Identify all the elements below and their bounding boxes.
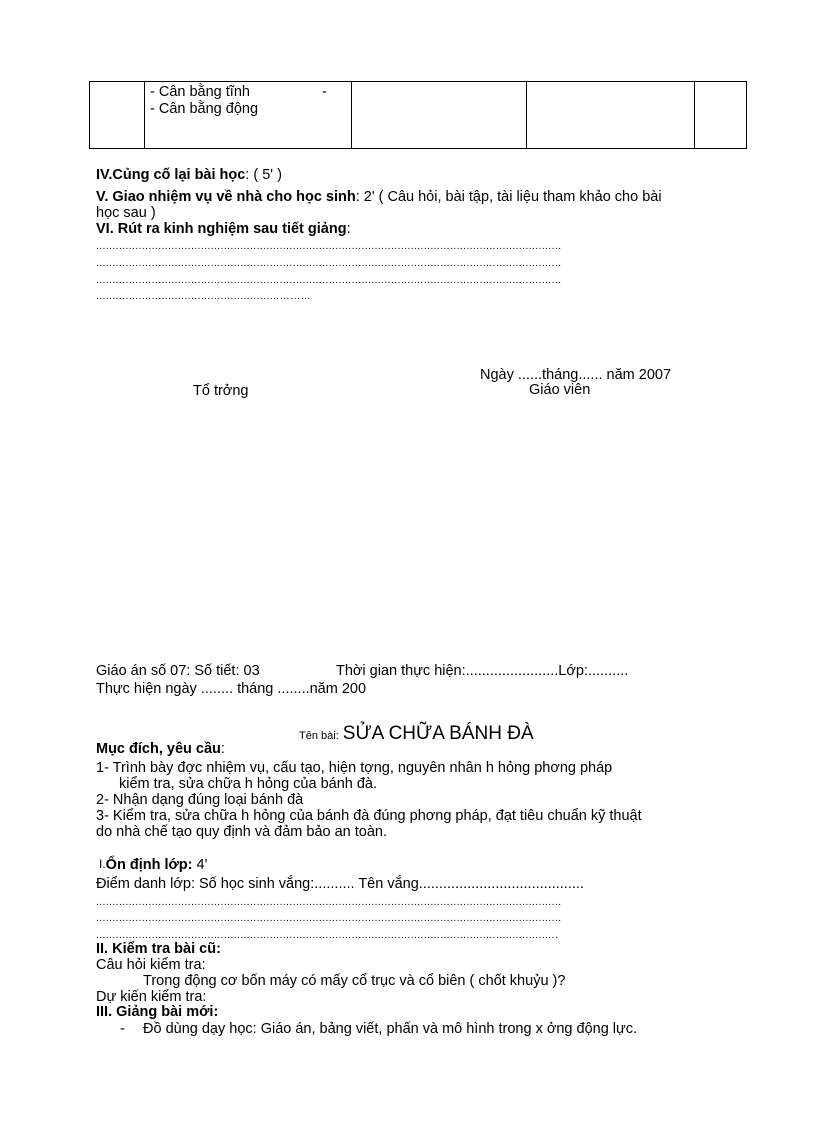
section1-num: I.	[99, 857, 106, 871]
table-cell	[527, 82, 695, 149]
lesson-table-fragment	[89, 81, 747, 149]
expected-label: Dự kiến kiểm tra:	[96, 989, 207, 1005]
dotted-line: ........................................................………	[96, 292, 312, 302]
homework-section	[96, 190, 662, 206]
table-line: - Cân bằng động	[150, 101, 259, 118]
signature-left-title: Tổ trởng	[193, 383, 249, 399]
objectives-label: Mục đích, yêu cầu	[96, 741, 221, 757]
table-cell	[90, 82, 145, 149]
objectives-heading	[96, 742, 225, 758]
objective-item: 3- Kiểm tra, sửa chữa h hỏng của bánh đà đúng phơng pháp, đạt tiêu chuẩn kỹ thuật	[96, 808, 642, 824]
table-dash: -	[322, 84, 327, 100]
lesson-title-text: SỬA CHỮA BÁNH ĐÀ	[342, 723, 534, 744]
homework-label: V. Giao nhiệm vụ về nhà cho học sinh	[96, 189, 356, 205]
homework-text-cont: học sau )	[96, 205, 156, 221]
review-section	[96, 168, 282, 184]
experience-label: VI. Rút ra kinh nghiệm sau tiết giảng	[96, 221, 347, 237]
section1-heading	[99, 858, 207, 874]
section3-item: Đồ dùng dạy học: Giáo án, bảng viết, phấn và mô hình trong x ởng động lực.	[143, 1021, 638, 1037]
dotted-line: ..............................................................................................................................................	[96, 914, 562, 924]
review-time: : ( 5' )	[245, 167, 282, 183]
objective-item: do nhà chế tạo quy định và đảm bảo an toàn.	[96, 824, 388, 840]
homework-text: : 2' ( Câu hỏi, bài tập, tài liệu tham khảo cho bài	[355, 189, 662, 205]
section3-label: III. Giảng bài mới:	[96, 1004, 219, 1020]
lesson-info-line1b: Thời gian thực hiện:.......................Lớp:..........	[336, 663, 629, 679]
lesson-info-line1: Giáo án số 07: Số tiết: 03	[96, 663, 260, 679]
lesson-info-line2: Thực hiện ngày ........ tháng ........năm 200	[96, 681, 367, 697]
objective-item: 2- Nhận dạng đúng loại bánh đà	[96, 792, 304, 808]
dotted-line: .............................................................................................................................................	[96, 931, 559, 941]
signature-date: Ngày ......tháng...... năm 2007	[480, 367, 672, 383]
attendance-line: Điểm danh lớp: Số học sinh vắng:.......... Tên vắng.........................................	[96, 876, 584, 892]
table-row	[90, 82, 747, 149]
objective-item: kiểm tra, sửa chữa h hỏng của bánh đà.	[119, 776, 378, 792]
dotted-line: ..............................................................................................................................................	[96, 242, 562, 252]
question-text: Trong động cơ bốn máy có mấy cổ trục và cổ biên ( chốt khuỷu )?	[143, 973, 566, 989]
lesson-title-prefix: Tên bài:	[299, 730, 339, 742]
table-cell	[352, 82, 527, 149]
section1-label: Ổn định lớp:	[105, 857, 193, 873]
review-label: IV.Củng cố lại bài học	[96, 167, 246, 183]
section3-bullet: -	[120, 1021, 125, 1037]
experience-colon: :	[346, 221, 351, 237]
question-label: Câu hỏi kiểm tra:	[96, 957, 206, 973]
section2-label: II. Kiểm tra bài cũ:	[96, 941, 221, 957]
experience-section	[96, 222, 351, 238]
objectives-colon: :	[220, 741, 225, 757]
table-cell-content	[145, 82, 352, 149]
dotted-line: ..............................................................................................................................................	[96, 898, 562, 908]
signature-right-title: Giáo viên	[529, 382, 591, 398]
dotted-line: ..............................................................................................................................................	[96, 276, 562, 286]
objective-item: 1- Trình bày đợc nhiệm vụ, cấu tạo, hiện tợng, nguyên nhân h hỏng phơng pháp	[96, 760, 613, 776]
section1-time: 4'	[196, 857, 208, 873]
lesson-title	[299, 724, 534, 745]
table-cell	[695, 82, 747, 149]
table-line: - Cân bằng tĩnh	[150, 84, 250, 100]
dotted-line: ..............................................................................................................................................	[96, 259, 562, 269]
